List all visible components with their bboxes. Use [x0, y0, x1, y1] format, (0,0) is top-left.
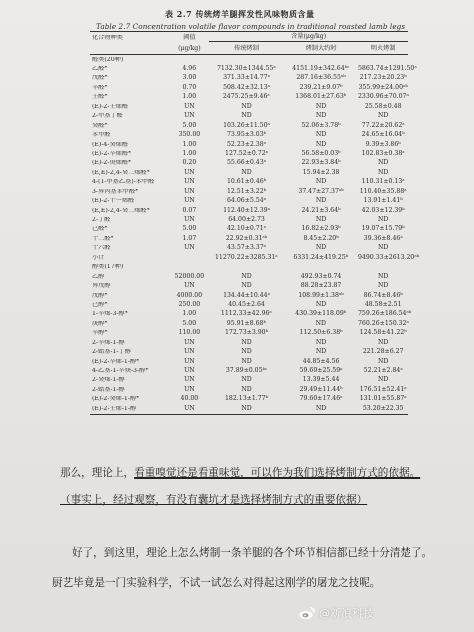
cell-traditional: ND — [241, 376, 252, 384]
table-row — [90, 338, 408, 347]
cell-open-fire: ND — [377, 282, 389, 290]
cell-compound: 2-癸烯-1-醇 — [92, 377, 125, 384]
table-row — [90, 168, 408, 177]
cell-open-fire: 5863.74±1291.50ᵃ — [358, 65, 417, 73]
cell-duration: ND — [315, 319, 326, 327]
cell-traditional: 64.06±5.54ᵃ — [227, 197, 267, 205]
table-row — [90, 282, 408, 291]
cell-duration: 8.45±2.20ᵇ — [303, 234, 339, 242]
cell-traditional: 172.73±3.90ᵇ — [224, 329, 269, 337]
cell-traditional: 95.91±8.68ᵇ — [226, 319, 266, 327]
cell-duration: ND — [315, 348, 327, 356]
cell-duration: ND — [315, 102, 327, 110]
cell-open-fire: 42.03±12.39ᵇ — [361, 206, 405, 214]
table-row — [90, 319, 408, 328]
cell-threshold: UN — [184, 338, 195, 346]
table-title-chinese: 表 2.7 传统烤羊腿挥发性风味物质含量 — [165, 9, 315, 19]
cell-duration: 16.82±2.93ᵇ — [301, 225, 341, 233]
cell-traditional: ND — [241, 112, 252, 120]
cell-threshold: 52000.00 — [174, 272, 205, 280]
cell-threshold: 5.00 — [182, 319, 197, 327]
table-row — [90, 206, 408, 215]
cell-duration: ND — [315, 197, 327, 205]
table-row — [90, 140, 408, 149]
table-row — [90, 395, 408, 404]
cell-open-fire: 759.26±186.54ᵃᵇ — [358, 310, 412, 318]
table-title-english: Table 2.7 Concentration volatile flavor compounds in traditional roasted lamb legs — [96, 22, 406, 31]
cell-traditional: ND — [241, 404, 252, 412]
cell-compound: 小计 — [92, 254, 105, 261]
cell-traditional: 43.57±3.37ᵃ — [227, 244, 267, 252]
cell-duration: ND — [315, 131, 327, 139]
cell-compound: 2-甲基丁醛 — [92, 113, 123, 120]
watermark-text: @新浪科技 — [319, 607, 374, 620]
cell-duration: 52.06±3.78ᵇ — [301, 121, 341, 129]
table-header-row-1 — [90, 32, 408, 44]
cell-duration: 15.94±2.38 — [302, 168, 340, 176]
table-bottom-rule — [90, 414, 408, 415]
table-row — [90, 215, 408, 224]
cell-open-fire: 19.07±15.79ᵇ — [361, 225, 405, 233]
cell-duration: ND — [315, 178, 327, 186]
cell-threshold: UN — [184, 376, 195, 384]
cell-duration: 1368.01±27.63ᵇ — [295, 93, 347, 101]
cell-compound: 3-异丙基苯甲醛* — [92, 188, 139, 195]
cell-duration: 22.93±3.84ᵇ — [301, 159, 341, 167]
cell-compound: 戊醇* — [92, 292, 108, 299]
cell-compound: (E)-2-庚烯醛* — [92, 160, 132, 167]
cell-open-fire: 86.74±8.46ᵇ — [363, 291, 403, 299]
cell-traditional: 508.42±32.13ᵃ — [223, 83, 270, 91]
header-roast-duration: 烤制大约时 — [305, 44, 337, 52]
cell-threshold: UN — [184, 178, 195, 186]
cell-compound: (E,E)-2,4-癸二烯醛* — [92, 169, 150, 176]
cell-duration: 6331.24±419.25ᵇ — [293, 253, 349, 261]
header-content-unit: 含量(μg/kg) — [209, 34, 408, 41]
cell-compound: 2-丁醛 — [92, 217, 111, 224]
cell-duration: ND — [315, 404, 327, 412]
paragraph-fact-note-text: （事实上，经过观察，有没有囊坑才是选择烤制方式的重要依据） — [60, 494, 368, 506]
header-traditional-roast: 传统烤制 — [234, 44, 259, 52]
table-row — [90, 225, 408, 234]
cell-threshold: UN — [184, 168, 195, 176]
cell-duration: ND — [315, 140, 327, 148]
cell-threshold: 0.07 — [182, 206, 197, 214]
cell-traditional: 7132.30±1344.55ᵃ — [216, 65, 276, 73]
cell-compound: 乙醛* — [92, 66, 108, 73]
cell-open-fire: 39.36±8.46ᵃ — [363, 234, 403, 242]
cell-traditional: ND — [241, 348, 252, 356]
cell-traditional: 12.51±3.22ᵇ — [226, 187, 267, 195]
cell-open-fire: 2330.96±70.07ᵃ — [358, 93, 409, 101]
table-row — [90, 178, 408, 187]
cell-compound: 异戊醇 — [92, 283, 111, 290]
cell-threshold: 5.00 — [182, 225, 197, 233]
paragraph-closing: 厨艺毕竟是一门实验科学，不试一试怎么对得起这刚学的屠龙之技呢。 — [52, 577, 381, 589]
cell-compound: 乙醇 — [92, 273, 105, 280]
cell-open-fire: 217.23±20.23ᵇ — [359, 74, 407, 82]
table-row — [90, 253, 420, 262]
cell-threshold: UN — [184, 187, 195, 195]
cell-open-fire: 24.65±16.04ᵇ — [361, 131, 405, 139]
cell-compound: 十六醛 — [92, 245, 111, 252]
cell-threshold: UN — [184, 112, 195, 120]
cell-traditional: 10.61±0.46ᵇ — [226, 178, 267, 186]
cell-threshold: UN — [184, 216, 195, 224]
table-row — [90, 187, 408, 196]
table-row — [90, 93, 408, 102]
paragraph-theory — [60, 465, 420, 480]
cell-compound: 醛类(20种) — [92, 56, 124, 63]
table-row — [90, 55, 408, 64]
cell-compound: 辛醛* — [92, 84, 108, 91]
table-row — [90, 329, 408, 338]
header-threshold: 阈值 — [183, 33, 196, 41]
cell-duration: 29.49±11.44ᵇ — [299, 385, 343, 393]
header-threshold-unit: (μg/kg) — [178, 44, 201, 52]
table-row — [90, 263, 408, 272]
cell-threshold: 4.96 — [182, 65, 197, 73]
cell-threshold: 0.70 — [182, 83, 197, 91]
cell-traditional: 134.44±10.44ᵃ — [223, 291, 270, 299]
cell-open-fire: 25.58±0.48 — [364, 102, 402, 110]
cell-open-fire: 77.22±20.62ᵃ — [361, 121, 405, 129]
cell-open-fire: ND — [377, 168, 389, 176]
cell-compound: 己醇* — [92, 301, 108, 308]
cell-threshold: UN — [184, 367, 195, 375]
cell-threshold: UN — [184, 404, 195, 412]
cell-compound: 苯甲醛 — [92, 132, 111, 139]
cell-traditional: 2475.25±9.46ᵃ — [222, 93, 270, 101]
cell-traditional: 182.13±1.77ᵇ — [224, 395, 269, 403]
cell-threshold: UN — [184, 244, 195, 252]
cell-open-fire: 131.01±55.87ᵃ — [359, 395, 407, 403]
cell-duration: 13.39±5.44 — [302, 376, 340, 384]
cell-compound: (E)-2-辛烯-1-醇* — [92, 358, 140, 365]
cell-traditional: 127.52±0.72ᵃ — [225, 149, 269, 157]
cell-compound: (E)-2-壬烯-1-醇 — [92, 405, 137, 412]
cell-open-fire: ND — [377, 216, 389, 224]
cell-traditional: ND — [241, 102, 252, 110]
table-row — [90, 64, 417, 73]
cell-compound: 戊醛* — [92, 75, 108, 82]
table-row — [90, 357, 408, 366]
paragraph-fact-note — [60, 492, 367, 507]
cell-duration: ND — [315, 112, 327, 120]
cell-duration: 88.28±23.87 — [300, 282, 342, 290]
cell-open-fire: 760.26±150.32ᵃ — [358, 319, 409, 327]
table-row — [90, 83, 408, 92]
table-row — [90, 197, 408, 206]
cell-duration: ND — [315, 244, 327, 252]
cell-duration: 56.58±0.03ᵇ — [301, 149, 341, 157]
table-row — [90, 348, 408, 357]
cell-open-fire: ND — [377, 244, 389, 252]
cell-compound: 4-乙基-1-辛炔-3-醇* — [92, 368, 149, 375]
cell-duration: 44.85±4.56 — [302, 357, 340, 365]
cell-open-fire: ND — [377, 112, 389, 120]
cell-open-fire: ND — [377, 159, 389, 167]
cell-traditional: 37.89±0.05ᵇᶜ — [225, 367, 268, 375]
cell-threshold: 40.00 — [180, 395, 199, 403]
cell-open-fire: 102.83±0.38ᵃ — [361, 149, 405, 157]
cell-open-fire: 9.39±3.86ᵇ — [365, 140, 401, 148]
cell-open-fire: 48.58±2.51 — [364, 300, 402, 308]
cell-duration: 4151.19±342.64ᵇᶜ — [292, 65, 350, 73]
cell-compound: 辛醇* — [92, 330, 108, 337]
cell-duration: 108.99±1.38ᵃᵇ — [298, 291, 344, 299]
cell-duration: 492.93±0.74 — [300, 272, 342, 280]
table-row — [90, 244, 408, 253]
cell-traditional: 22.92±0.31ᵃᵇ — [225, 234, 268, 242]
cell-compound: (E)-4-癸烯醛 — [92, 141, 129, 148]
cell-compound: 2-辛烯-1-醇 — [92, 339, 125, 346]
cell-traditional: 103.26±11.50ᵃ — [223, 121, 270, 129]
cell-open-fire: ND — [377, 376, 389, 384]
cell-threshold: UN — [184, 282, 195, 290]
paragraph-theory-underlined: 看重嗅觉还是看重味觉，可以作为我们选择烤制方式的依据。 — [134, 467, 421, 479]
cell-threshold: 4000.00 — [176, 291, 203, 299]
cell-compound: (E)-2-壬烯醛 — [92, 103, 129, 110]
cell-threshold: 1.00 — [182, 140, 197, 148]
cell-traditional: 55.66±0.43ᵃ — [227, 159, 267, 167]
cell-duration: 59.69±25.59ᵃ — [299, 367, 343, 375]
cell-open-fire: 124.58±41.22ᵇ — [359, 329, 407, 337]
cell-duration: ND — [315, 300, 327, 308]
table-row — [90, 272, 408, 281]
cell-duration: 287.16±36.55ᵃᵇ — [296, 74, 346, 82]
cell-compound: (E)-2-十一烯醛 — [92, 198, 135, 205]
table-row — [90, 234, 408, 243]
cell-duration: 112.50±6.38ᵇ — [299, 329, 343, 337]
cell-traditional: ND — [241, 385, 252, 393]
cell-threshold: 110.00 — [178, 329, 201, 337]
cell-traditional: ND — [241, 272, 252, 280]
cell-open-fire: 176.51±52.41ᵃ — [359, 385, 407, 393]
table-row — [90, 74, 408, 83]
cell-threshold: 1.07 — [182, 234, 197, 242]
header-compound-class: 化合物种类 — [92, 34, 123, 41]
cell-open-fire: 13.91±1.41ᵇ — [363, 197, 403, 205]
cell-compound: (E)-2-癸烯-1-醇* — [92, 396, 140, 403]
cell-threshold: UN — [184, 197, 195, 205]
cell-traditional: ND — [241, 357, 252, 365]
table-row — [90, 112, 408, 121]
cell-threshold: 1.00 — [182, 149, 197, 157]
cell-traditional: 73.95±3.03ᵇ — [226, 131, 267, 139]
cell-threshold: UN — [184, 348, 195, 356]
table-row — [90, 159, 408, 168]
cell-duration: 79.60±17.46ᵃ — [299, 395, 343, 403]
table-row — [90, 149, 408, 158]
cell-traditional: ND — [241, 168, 252, 176]
cell-open-fire: ND — [377, 272, 389, 280]
table-row — [90, 102, 408, 111]
cell-duration: 37.47±27.37ᵃᵇ — [298, 187, 344, 195]
table-row — [90, 291, 408, 300]
cell-compound: 十二醛* — [92, 235, 114, 242]
cell-open-fire: ND — [377, 338, 389, 346]
cell-traditional: 11270.22±3285.31ᵃ — [215, 253, 278, 261]
cell-compound: 2-蜡基-1-醇 — [92, 386, 125, 393]
flavor-compounds-table — [90, 31, 420, 415]
cell-traditional: 42.10±0.71ᵃ — [227, 225, 267, 233]
table-row — [90, 131, 408, 140]
table-row — [90, 310, 412, 319]
cell-duration: 24.21±3.64ᵇ — [301, 206, 341, 214]
cell-open-fire: 355.99±24.00ᵃᵇ — [358, 83, 408, 91]
cell-traditional: 371.33±14.77ᵃ — [223, 74, 270, 82]
cell-compound: 己醛* — [92, 226, 108, 233]
cell-threshold: UN — [184, 385, 195, 393]
paragraph-theory-prefix: 那么，理论上， — [60, 467, 135, 479]
watermark — [299, 605, 374, 621]
table-row — [90, 385, 408, 394]
table-header-row-2 — [90, 44, 408, 54]
cell-open-fire: 110.31±0.13ᵃ — [361, 178, 405, 186]
table-body — [90, 55, 420, 414]
cell-traditional: ND — [241, 282, 252, 290]
cell-open-fire: ND — [377, 357, 389, 365]
cell-threshold: 1.00 — [182, 310, 197, 318]
cell-threshold: 350.00 — [178, 131, 201, 139]
cell-compound: 庚醇* — [92, 320, 108, 327]
cell-compound: (E,E)-2,4-癸二烯醛* — [92, 207, 150, 214]
cell-threshold: 5.00 — [182, 121, 197, 129]
cell-duration: ND — [315, 338, 327, 346]
cell-duration: 430.39±118.09ᵇ — [295, 310, 347, 318]
cell-traditional: 1112.33±42.96ᵃ — [220, 310, 272, 318]
cell-compound: 4-(1-甲基乙基)-苯甲醛 — [92, 179, 155, 186]
cell-compound: 醇类(17种) — [92, 264, 124, 271]
cell-duration: 239.21±9.07ᵇ — [299, 83, 343, 91]
cell-threshold: 0.20 — [182, 159, 197, 167]
cell-threshold: 3.00 — [182, 74, 197, 82]
header-open-fire-roast: 明火烤制 — [370, 44, 396, 52]
cell-open-fire: 110.40±35.88ᵃ — [359, 187, 407, 195]
cell-traditional: 40.45±2.64 — [228, 300, 265, 308]
table-row — [90, 404, 408, 413]
table-row — [90, 376, 408, 385]
cell-threshold: 1.00 — [182, 93, 197, 101]
cell-compound: 壬醛* — [92, 94, 108, 101]
cell-compound: 2-蜡基-1-丁醇 — [92, 349, 131, 356]
cell-traditional: 64.00±2.73 — [228, 216, 265, 224]
paragraph-summary: 好了，到这里，理论上怎么烤制一条羊腿的各个环节相信都已经十分清楚了。 — [72, 547, 433, 559]
cell-traditional: 52.23±2.38ᵃ — [227, 140, 267, 148]
cell-open-fire: 52.21±2.84ᵃ — [363, 367, 403, 375]
cell-duration: ND — [315, 216, 327, 224]
cell-threshold: 250.00 — [178, 300, 201, 308]
table-row — [90, 300, 408, 309]
cell-threshold: UN — [184, 102, 195, 110]
cell-threshold: UN — [184, 357, 195, 365]
cell-open-fire: 221.28±6.27 — [362, 348, 404, 356]
table-row — [90, 366, 408, 375]
cell-traditional: 112.40±12.39ᵃ — [223, 206, 270, 214]
cell-traditional: ND — [241, 338, 252, 346]
table-row — [90, 121, 408, 130]
cell-compound: 1-辛烯-3-醇* — [92, 311, 128, 318]
weibo-icon — [299, 607, 315, 620]
cell-open-fire: 9490.33±2613.20ᵃᵇ — [358, 253, 420, 261]
cell-open-fire: 53.20±22.35 — [362, 404, 404, 412]
cell-compound: (E)-2-辛烯醛* — [92, 150, 132, 157]
cell-compound: 癸醛* — [92, 122, 108, 129]
